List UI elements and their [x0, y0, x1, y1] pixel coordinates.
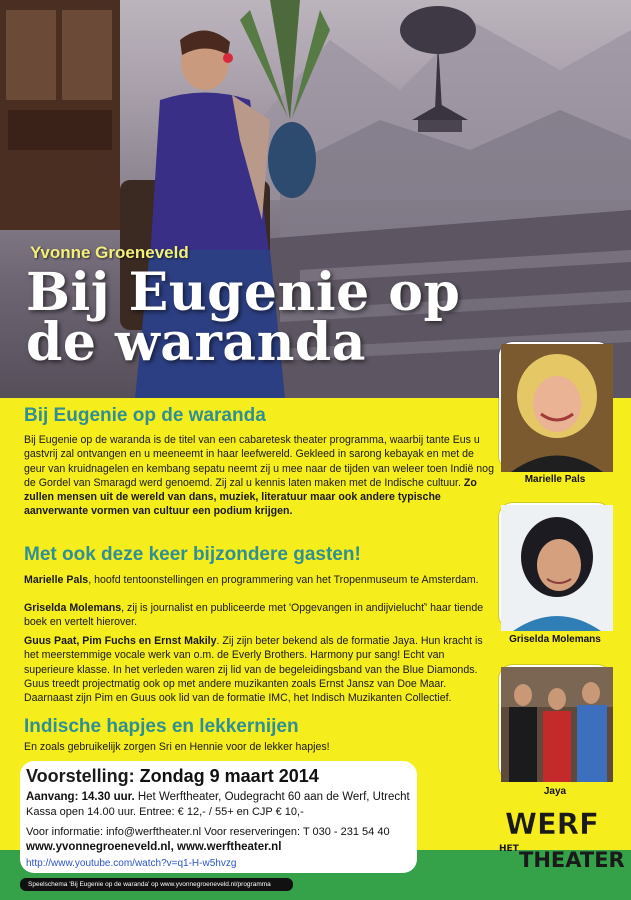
guest-3-name: Guus Paat, Pim Fuchs en Ernst Makily	[24, 635, 217, 647]
guest-marielle	[24, 573, 496, 587]
performance-date	[26, 766, 319, 787]
guest-1-text: , hoofd tentoonstellingen en programmering van het Tropenmuseum te Amsterdam.	[88, 574, 479, 586]
ticket-prices: Kassa open 14.00 uur. Entree: € 12,- / 55+ en CJP € 10,-	[26, 806, 304, 818]
start-time-venue	[26, 791, 410, 803]
logo-word-werf: WERF	[505, 807, 599, 841]
section-heading-food: Indische hapjes en lekkernijen	[24, 716, 299, 737]
guest-griselda	[24, 601, 496, 630]
logo-word-theater: THEATER	[519, 848, 625, 872]
website-links[interactable]: www.yvonnegroeneveld.nl, www.werftheater.nl	[26, 841, 282, 853]
logo-word-het: HET	[499, 844, 519, 854]
title-line-1: Bij Eugenie op	[26, 262, 461, 323]
poster-title	[26, 262, 506, 373]
show-description	[24, 433, 496, 519]
schedule-footer: Speelschema 'Bij Eugenie op de waranda' op www.yvonnegroeneveld.nl/programma	[20, 878, 293, 891]
date-value: Zondag 9 maart 2014	[139, 766, 319, 786]
section-heading-show: Bij Eugenie op de waranda	[24, 405, 266, 426]
guest-3-text: . Zij zijn beter bekend als de formatie Jaya. Hun kracht is het meerstemmige vocale werk van o.m. de Everly Brothers. Harmony pur sang! Echt van superieure klasse. In het verleden waren zij lid van de begeleidingsband van the Blue Diamonds. Guus treedt projectmatig ook op met andere muzikanten zoals Ernst Jansz van Doe Maar. Daarnaast zijn Pim en Guus ook lid van de formatie IMC, het Indisch Muzikanten Collectief.	[24, 635, 483, 705]
caption-jaya: Jaya	[543, 786, 567, 797]
guest-jaya	[24, 634, 496, 705]
title-line-2: de waranda	[26, 312, 366, 373]
author-name: Yvonne Groeneveld	[30, 243, 189, 262]
show-description-text: Bij Eugenie op de waranda is de titel van een cabaretesk theater programma, waarbij tante Eus u gastvrij zal ontvangen en u meeneemt in haar leefwereld. Gekleed in sarong kebayak en met de geur van kruidnagelen en kembang sepatu neemt zij u mee naar de tijden van weleer toen Indië nog de Gordel van Smaragd werd genoemd. Zij zal u kennis laten maken met de Indische cultuur.	[24, 434, 494, 489]
guest-2-text: , zij is journalist en publiceerde met 'Opgevangen in andijvieluchť' haar tiende boek en vertelt hierover.	[24, 602, 484, 629]
show-description-bold: Zo zullen mensen uit de wereld van dans, muziek, literatuur maar ook andere typische aanverwante vormen van cultuur een podium krijgen.	[24, 476, 477, 518]
food-text: En zoals gebruikelijk zorgen Sri en Hennie voor de lekker hapjes!	[24, 741, 330, 753]
venue: Het Werftheater, Oudegracht 60 aan de Werf, Utrecht	[134, 791, 410, 803]
youtube-link[interactable]: http://www.youtube.com/watch?v=q1-H-w5hvzg	[26, 858, 237, 869]
caption-griselda: Griselda Molemans	[509, 634, 601, 645]
start-time: Aanvang: 14.30 uur.	[26, 791, 135, 803]
section-heading-guests: Met ook deze keer bijzondere gasten!	[24, 544, 361, 565]
guest-1-name: Marielle Pals	[24, 574, 89, 586]
date-label: Voorstelling:	[26, 766, 140, 786]
caption-marielle: Marielle Pals	[524, 474, 586, 485]
guest-2-name: Griselda Molemans	[24, 602, 122, 614]
hero-image	[0, 0, 631, 398]
portrait-griselda	[499, 503, 611, 629]
portrait-marielle	[499, 342, 611, 470]
werftheater-logo	[499, 807, 625, 872]
contact-info: Voor informatie: info@werftheater.nl Voor reserveringen: T 030 - 231 54 40	[26, 826, 390, 838]
portrait-jaya	[499, 665, 611, 780]
